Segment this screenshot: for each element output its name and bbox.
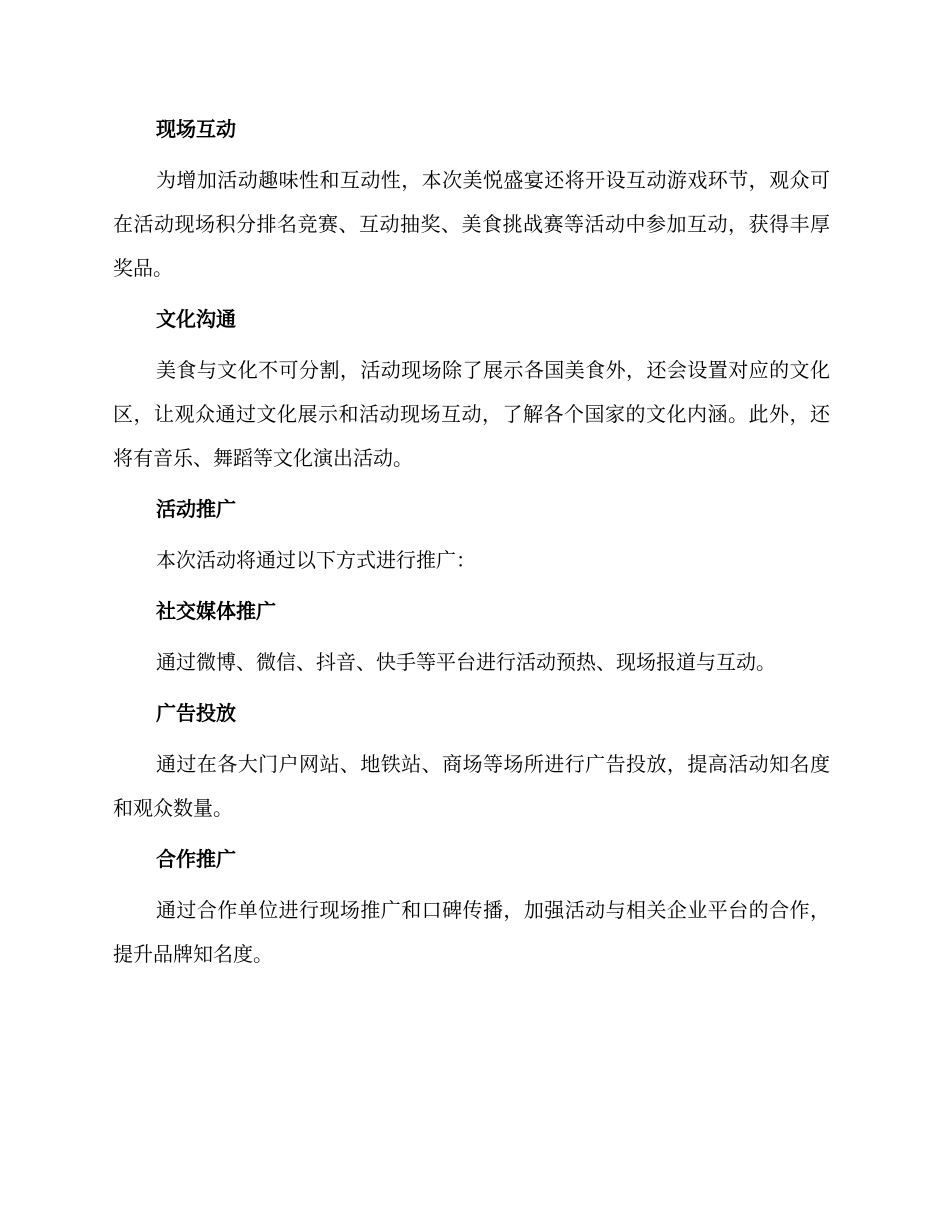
section-paragraph-cultural-exchange: 美食与文化不可分割，活动现场除了展示各国美食外，还会设置对应的文化区，让观众通过文化展示和活动现场互动，了解各个国家的文化内涵。此外，还将有音乐、舞蹈等文化演出活动。 bbox=[113, 358, 830, 470]
section-paragraph-advertising: 通过在各大门户网站、地铁站、商场等场所进行广告投放，提高活动知名度和观众数量。 bbox=[113, 752, 830, 820]
section-heading-advertising: 广告投放 bbox=[156, 701, 236, 725]
section-heading-promotion: 活动推广 bbox=[156, 497, 236, 521]
section-heading-partnership: 合作推广 bbox=[156, 847, 236, 871]
section-paragraph-partnership: 通过合作单位进行现场推广和口碑传播，加强活动与相关企业平台的合作，提升品牌知名度。 bbox=[113, 898, 830, 966]
section-heading-cultural-exchange: 文化沟通 bbox=[156, 307, 236, 331]
section-paragraph-promotion: 本次活动将通过以下方式进行推广： bbox=[156, 548, 476, 572]
section-paragraph-onsite-interaction: 为增加活动趣味性和互动性，本次美悦盛宴还将开设互动游戏环节，观众可在活动现场积分排名竞赛、互动抽奖、美食挑战赛等活动中参加互动，获得丰厚奖品。 bbox=[113, 168, 830, 280]
section-heading-social-media: 社交媒体推广 bbox=[156, 599, 276, 623]
section-paragraph-social-media: 通过微博、微信、抖音、快手等平台进行活动预热、现场报道与互动。 bbox=[156, 650, 776, 674]
section-heading-onsite-interaction: 现场互动 bbox=[156, 117, 236, 141]
